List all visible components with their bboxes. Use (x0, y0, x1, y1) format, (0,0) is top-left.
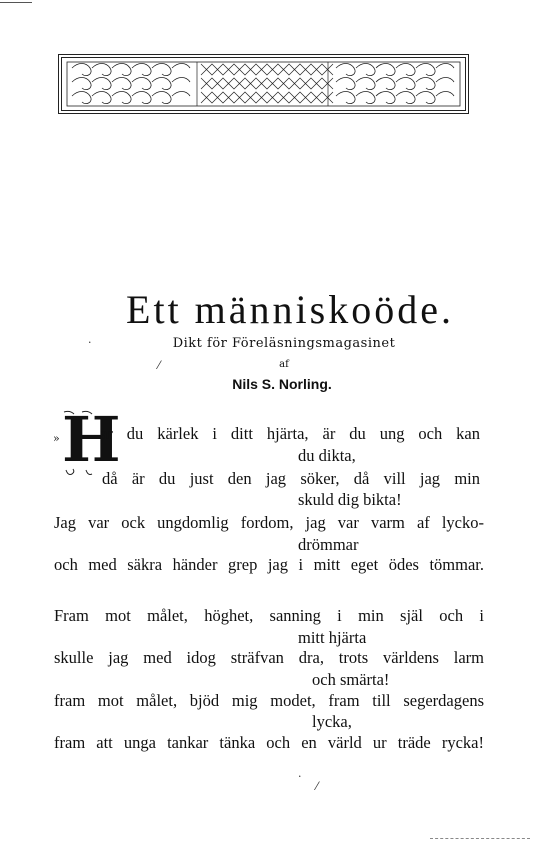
stanza2-line1-cont: mitt hjärta (298, 628, 367, 647)
stanza1-line2: då är du just den jag söker, då vill jag min (102, 469, 480, 488)
drop-cap-initial: H (62, 403, 121, 476)
poem-author: Nils S. Norling. (232, 376, 332, 392)
stanza1-line1: ar du kärlek i ditt hjärta, är du ung och kan (100, 424, 480, 443)
stray-mark: ⁄ (316, 780, 318, 793)
poem-title: Ett människoöde. (126, 287, 454, 332)
bottom-rule (430, 838, 530, 840)
stanza2-line3: fram mot målet, bjöd mig modet, fram till segerdagens (54, 691, 484, 710)
byline-af: af (279, 359, 289, 370)
stanza2-line2: skulle jag med idog sträfvan dra, trots världens larm (54, 648, 484, 667)
stanza1-line3: Jag var ock ungdomlig fordom, jag var varm af lycko- (54, 513, 484, 532)
stanza2-line1: Fram mot målet, höghet, sanning i min själ och i (54, 606, 484, 625)
stanza2-line3-cont: lycka, (312, 712, 352, 731)
stanza2-line2-cont: och smärta! (312, 670, 390, 689)
stanza1-line2-cont: skuld dig bikta! (298, 490, 402, 509)
stanza2-line4: fram att unga tankar tänka och en värld ur träde rycka! (54, 733, 484, 752)
poem-subtitle: Dikt för Föreläsningsmagasinet (172, 336, 396, 351)
opening-quote-mark: » (53, 432, 60, 445)
stanza1-line1-cont: du dikta, (298, 446, 356, 465)
stanza1-line3-cont: drömmar (298, 535, 359, 554)
stray-mark: · (88, 336, 92, 349)
stanza1-line4: och med säkra händer grep jag i mitt eget ödes tömmar. (54, 555, 484, 574)
stray-mark: ⁄ (158, 359, 160, 372)
stray-mark: · (298, 770, 302, 783)
